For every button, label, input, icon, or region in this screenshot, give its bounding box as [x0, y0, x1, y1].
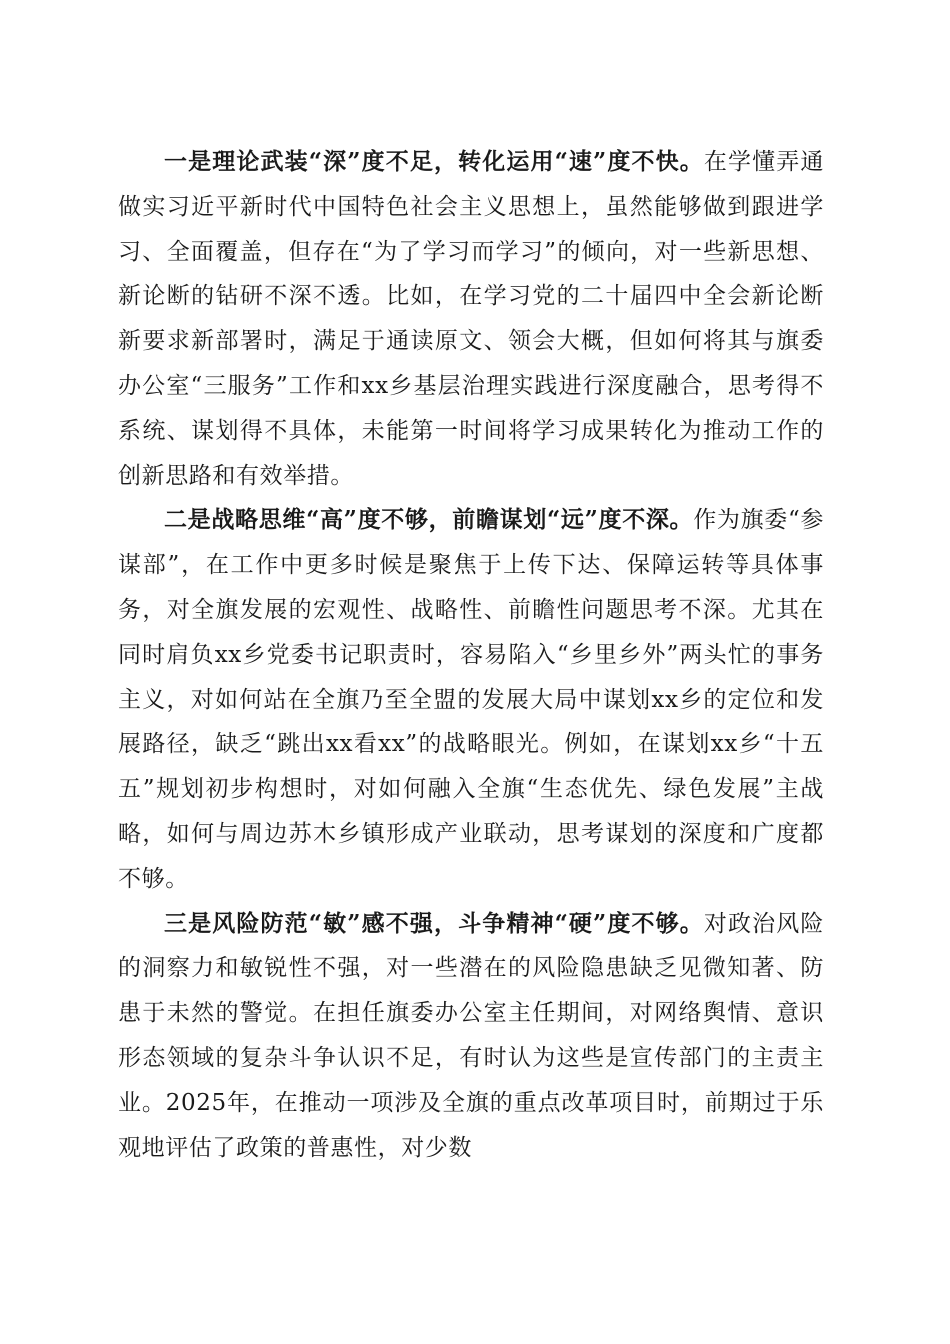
paragraph-1	[118, 140, 824, 498]
paragraph-2-lead: 二是战略思维“高”度不够，前瞻谋划“远”度不深。	[164, 506, 694, 534]
paragraph-3	[118, 902, 824, 1171]
document-body	[118, 140, 824, 1170]
paragraph-1-body: 在学懂弄通做实习近平新时代中国特色社会主义思想上，虽然能够做到跟进学习、全面覆盖，但存在“为了学习而学习”的倾向，对一些新思想、新论断的钻研不深不透。比如，在学习党的二十届四中全会新论断新要求新部署时，满足于通读原文、领会大概，但如何将其与旗委办公室“三服务”工作和xx乡基层治理实践进行深度融合，思考得不系统、谋划得不具体，未能第一时间将学习成果转化为推动工作的创新思路和有效举措。	[118, 149, 825, 489]
paragraph-2-body: 作为旗委“参谋部”，在工作中更多时候是聚焦于上传下达、保障运转等具体事务，对全旗发展的宏观性、战略性、前瞻性问题思考不深。尤其在同时肩负xx乡党委书记职责时，容易陷入“乡里乡外”两头忙的事务主义，对如何站在全旗乃至全盟的发展大局中谋划xx乡的定位和发展路径，缺乏“跳出xx看xx”的战略眼光。例如，在谋划xx乡“十五五”规划初步构想时，对如何融入全旗“生态优先、绿色发展”主战略，如何与周边苏木乡镇形成产业联动，思考谋划的深度和广度都不够。	[118, 507, 824, 892]
paragraph-3-body: 对政治风险的洞察力和敏锐性不强，对一些潜在的风险隐患缺乏见微知著、防患于未然的警觉。在担任旗委办公室主任期间，对网络舆情、意识形态领域的复杂斗争认识不足，有时认为这些是宣传部门的主责主业。2025年，在推动一项涉及全旗的重点改革项目时，前期过于乐观地评估了政策的普惠性，对少数	[118, 910, 825, 1161]
paragraph-1-lead: 一是理论武装“深”度不足，转化运用“速”度不快。	[164, 148, 704, 175]
paragraph-2	[118, 498, 824, 901]
paragraph-3-lead: 三是风险防范“敏”感不强，斗争精神“硬”度不够。	[164, 909, 704, 937]
